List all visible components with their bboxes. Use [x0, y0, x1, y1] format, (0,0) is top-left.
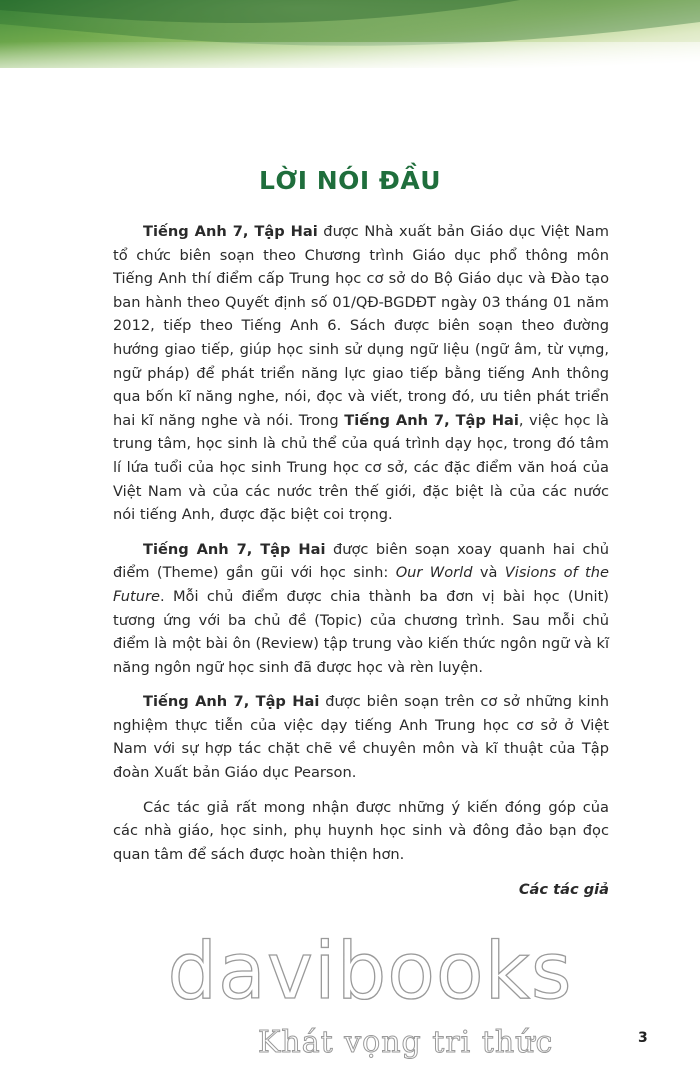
- page-title: LỜI NÓI ĐẦU: [258, 166, 442, 195]
- paragraph-3: Tiếng Anh 7, Tập Hai được biên soạn trên cơ sở những kinh nghiệm thực tiễn của việc dạy tiếng Anh Trung học cơ sở ở Việt Nam với sự hợp tác chặt chẽ về chuyên môn và kĩ thuật của Tập đoàn Xuất bản Giáo dục Pearson.: [113, 693, 609, 782]
- page-number: 3: [638, 1030, 648, 1046]
- theme-name: Visions of the Future: [113, 564, 609, 605]
- header-decoration: [0, 0, 700, 68]
- paragraph-2: Tiếng Anh 7, Tập Hai được biên soạn xoay quanh hai chủ điểm (Theme) gần gũi với học sinh: Our World và Visions of the Future. Mỗi chủ điểm được chia thành ba đơn vị bài học (Unit) tương ứng với ba chủ đề (Topic) của chương trình. Sau mỗi chủ điểm là một bài ôn (Review) tập trung vào kiến thức ngôn ngữ và kĩ năng ngôn ngữ học sinh đã được học và rèn luyện.: [113, 540, 609, 676]
- book-title-bold: Tiếng Anh 7, Tập Hai: [344, 411, 519, 429]
- book-title-bold: Tiếng Anh 7, Tập Hai: [143, 223, 318, 240]
- watermark-brand: davibooks: [167, 927, 573, 1017]
- signature: Các tác giả: [518, 881, 609, 899]
- paragraph-1: Tiếng Anh 7, Tập Hai được Nhà xuất bản Giáo dục Việt Nam tổ chức biên soạn theo Chương trình Giáo dục phổ thông môn Tiếng Anh thí điểm cấp Trung học cơ sở do Bộ Giáo dục và Đào tạo ban hành theo Quyết định số 01/QĐ-BGDĐT ngày 03 tháng 01 năm 2012, tiếp theo Tiếng Anh 6. Sách được biên soạn theo đường hướng giao tiếp, giúp học sinh sử dụng ngữ liệu (ngữ âm, từ vựng, ngữ pháp) để phát triển năng lực giao tiếp bằng tiếng Anh thông qua bốn kĩ năng nghe, nói, đọc và viết, trong đó, ưu tiên phát triển hai kĩ năng nghe và nói. Trong Tiếng Anh 7, Tập Hai, việc học là trung tâm, học sinh là chủ thể của quá trình dạy học, trong đó tâm lí lứa tuổi của học sinh Trung học cơ sở, các đặc điểm văn hoá của Việt Nam và của các nước trên thế giới, đặc biệt là của các nước nói tiếng Anh, được đặc biệt coi trọng.: [113, 223, 610, 524]
- header-wave-graphic: [0, 0, 700, 68]
- paragraph-4: Các tác giả rất mong nhận được những ý kiến đóng góp của các nhà giáo, học sinh, phụ huynh học sinh và đông đảo bạn đọc quan tâm để sách được hoàn thiện hơn.: [113, 798, 609, 863]
- theme-name: Our World: [395, 564, 473, 582]
- preface-body: [113, 220, 609, 902]
- watermark-tagline: Khát vọng tri thức: [258, 1025, 554, 1060]
- book-title-bold: Tiếng Anh 7, Tập Hai: [143, 540, 326, 558]
- book-title-bold: Tiếng Anh 7, Tập Hai: [143, 693, 320, 711]
